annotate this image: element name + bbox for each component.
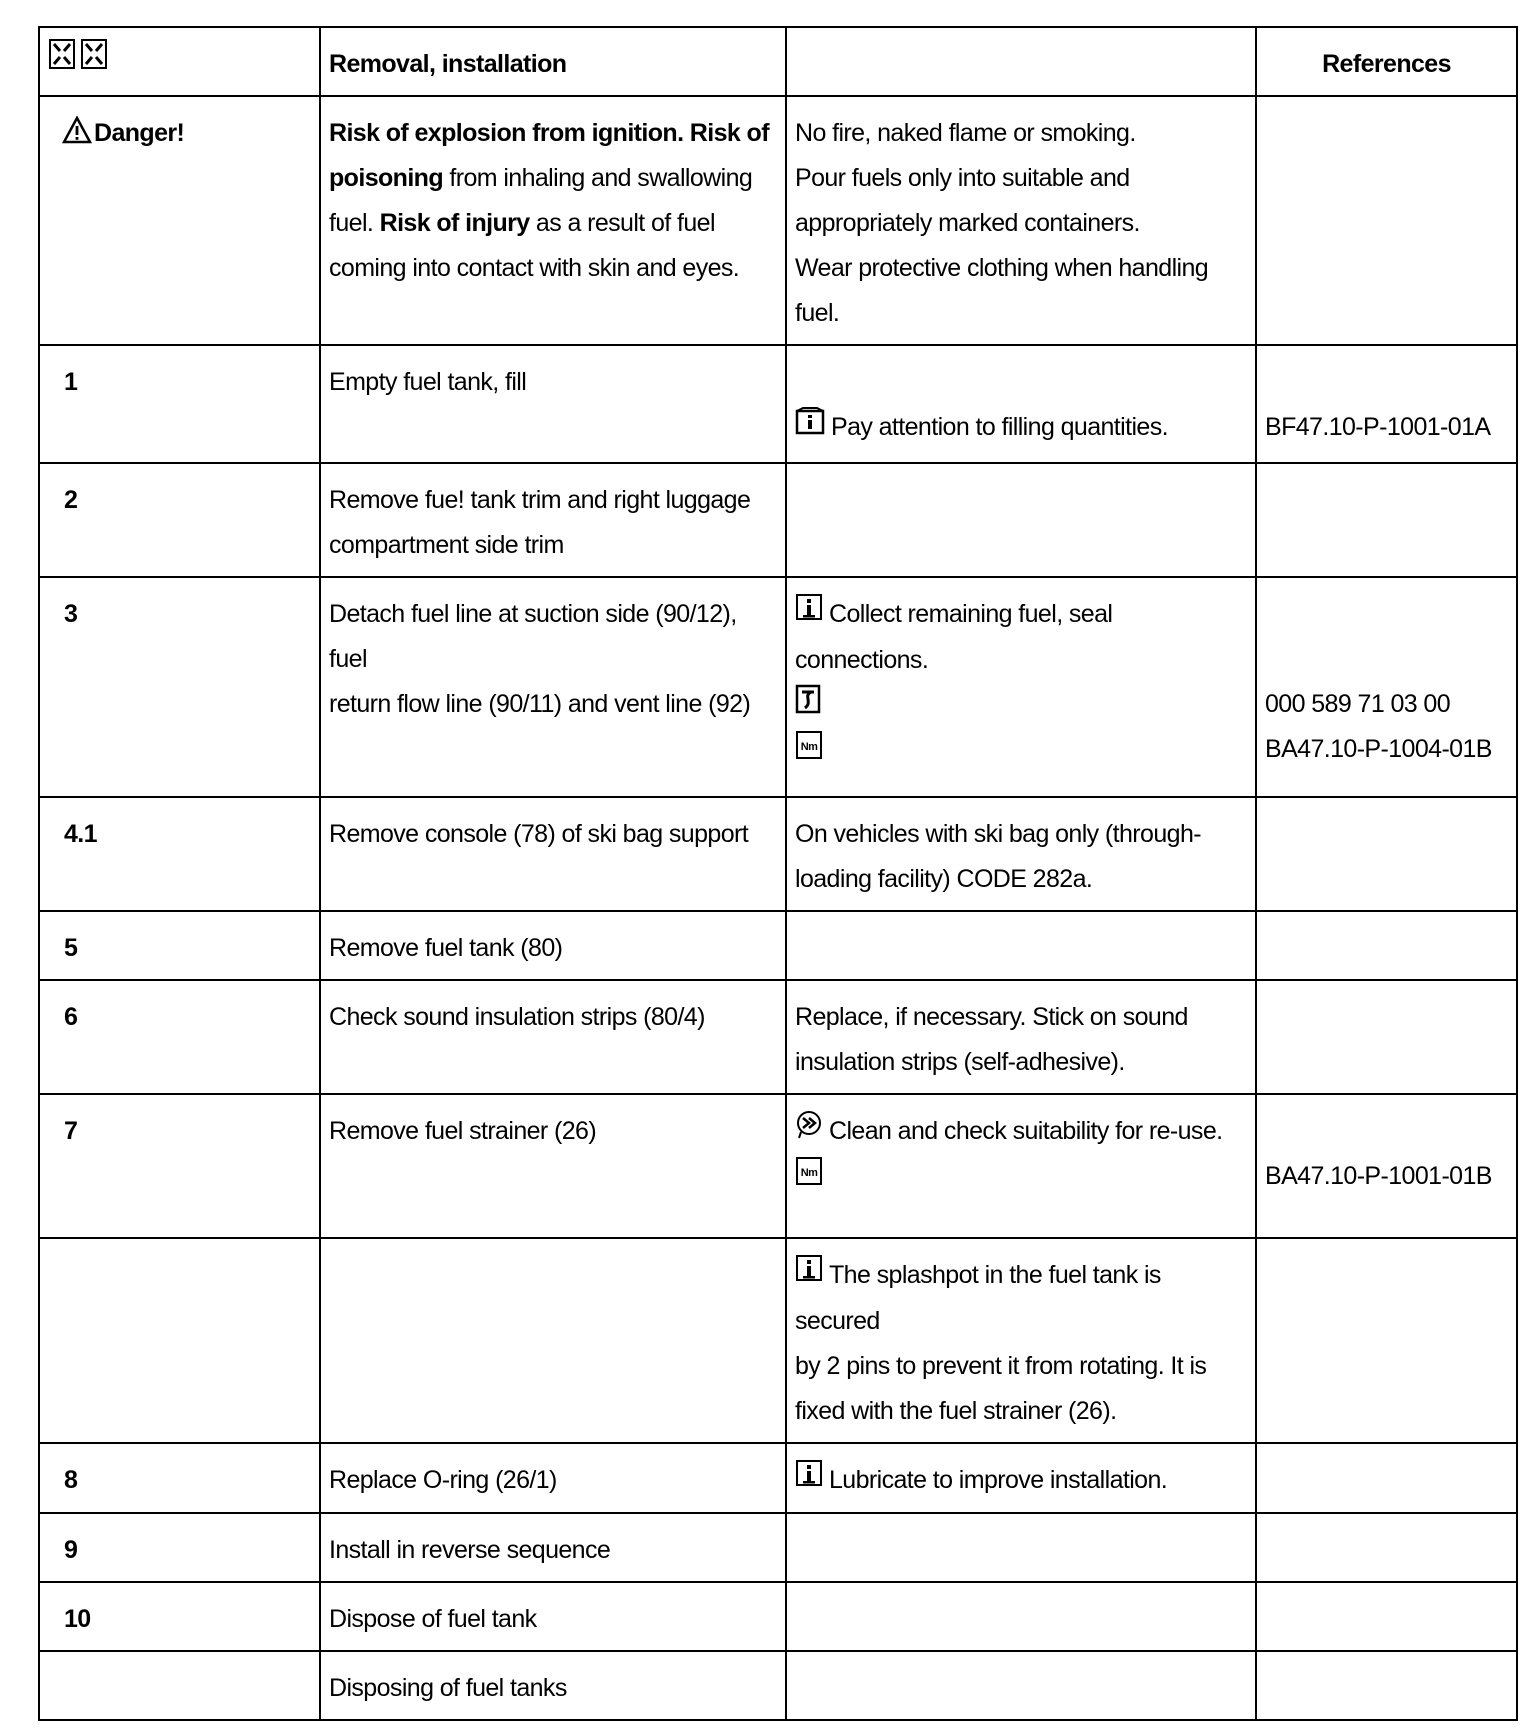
note-line xyxy=(795,683,1247,729)
note-line xyxy=(795,857,1247,902)
note-text: insulation strips (self-adhesive). xyxy=(795,1048,1125,1076)
torque-icon xyxy=(795,1156,823,1201)
step-references xyxy=(1256,1443,1517,1513)
header-title: Removal, installation xyxy=(320,27,786,96)
danger-label-cell xyxy=(39,96,320,345)
action-line: Check sound insulation strips (80/4) xyxy=(329,1003,705,1031)
step-row xyxy=(39,980,1517,1094)
removal-installation-icon xyxy=(48,38,108,72)
step-number xyxy=(39,1238,320,1443)
header-blank-cell xyxy=(786,27,1256,96)
step-number: 6 xyxy=(39,980,320,1094)
step-references xyxy=(1256,1582,1517,1651)
danger-label: Danger! xyxy=(94,119,185,147)
reference-code: BF47.10-P-1001-01A xyxy=(1265,413,1491,441)
step-row xyxy=(39,463,1517,577)
action-line: Empty fuel tank, fill xyxy=(329,368,527,396)
info-icon xyxy=(795,593,823,638)
action-line: compartment side trim xyxy=(329,531,564,559)
reference-code xyxy=(1265,1109,1508,1154)
action-line: Remove fuel tank (80) xyxy=(329,934,563,962)
step-notes xyxy=(786,911,1256,980)
step-action xyxy=(320,980,786,1094)
reference-code xyxy=(1265,637,1508,682)
step-notes xyxy=(786,463,1256,577)
note-line xyxy=(795,360,1247,405)
header-icon-cell xyxy=(39,27,320,96)
note-text: fixed with the fuel strainer (26). xyxy=(795,1396,1117,1425)
measure-line: No fire, naked flame or smoking. xyxy=(795,119,1136,147)
step-number: 8 xyxy=(39,1443,320,1513)
step-notes xyxy=(786,1094,1256,1238)
step-number: 5 xyxy=(39,911,320,980)
step-number: 2 xyxy=(39,463,320,577)
note-line xyxy=(795,1109,1247,1155)
step-action xyxy=(320,1094,786,1238)
note-line xyxy=(795,592,1247,638)
info-icon xyxy=(795,1459,823,1504)
reference-code xyxy=(1265,592,1508,637)
step-row xyxy=(39,797,1517,911)
step-notes xyxy=(786,797,1256,911)
tool-icon xyxy=(795,684,821,729)
note-text: The splashpot in the fuel tank is secured xyxy=(795,1261,1161,1335)
note-line xyxy=(795,1040,1247,1085)
step-notes xyxy=(786,345,1256,463)
note-line xyxy=(795,1155,1247,1201)
warning-triangle-icon xyxy=(62,116,92,144)
action-line: Disposing of fuel tanks xyxy=(329,1673,567,1702)
action-line: Install in reverse sequence xyxy=(329,1535,611,1564)
reference-code: 000 589 71 03 00 xyxy=(1265,690,1451,718)
step-row xyxy=(39,577,1517,797)
step-action xyxy=(320,463,786,577)
measure-line: appropriately marked containers. xyxy=(795,209,1140,237)
step-references xyxy=(1256,911,1517,980)
step-notes xyxy=(786,1582,1256,1651)
note-line xyxy=(795,812,1247,857)
step-notes xyxy=(786,1238,1256,1443)
risk-line: coming into contact with skin and eyes. xyxy=(329,254,740,282)
step-row xyxy=(39,345,1517,463)
danger-ref-cell xyxy=(1256,96,1517,345)
note-text: On vehicles with ski bag only (through- xyxy=(795,820,1201,848)
step-references xyxy=(1256,1094,1517,1238)
step-number: 10 xyxy=(39,1582,320,1651)
step-references xyxy=(1256,1238,1517,1443)
step-references xyxy=(1256,797,1517,911)
danger-measures-cell xyxy=(786,96,1256,345)
step-action xyxy=(320,1238,786,1443)
reference-code: BA47.10-P-1004-01B xyxy=(1265,735,1492,763)
step-action xyxy=(320,1582,786,1651)
note-text: Clean and check suitability for re-use. xyxy=(829,1117,1223,1145)
step-notes xyxy=(786,980,1256,1094)
step-references xyxy=(1256,980,1517,1094)
note-text: Lubricate to improve installation. xyxy=(829,1465,1168,1494)
danger-risk-cell xyxy=(320,96,786,345)
step-references xyxy=(1256,1651,1517,1720)
step-row xyxy=(39,1513,1517,1582)
torque-icon xyxy=(795,730,823,775)
step-notes xyxy=(786,1443,1256,1513)
step-number: 1 xyxy=(39,345,320,463)
step-number: 9 xyxy=(39,1513,320,1582)
step-action xyxy=(320,1513,786,1582)
measure-line: fuel. xyxy=(795,299,840,327)
step-references xyxy=(1256,345,1517,463)
note-line xyxy=(795,729,1247,775)
action-line: Remove fue! tank trim and right luggage xyxy=(329,486,751,514)
note-line xyxy=(795,995,1247,1040)
step-notes xyxy=(786,1651,1256,1720)
svg-text:Nm: Nm xyxy=(800,1166,818,1179)
step-action xyxy=(320,577,786,797)
procedure-table xyxy=(38,26,1518,1721)
note-line xyxy=(795,405,1247,451)
note-line xyxy=(795,1389,1247,1434)
book-icon xyxy=(795,406,825,451)
step-row xyxy=(39,1094,1517,1238)
step-references xyxy=(1256,577,1517,797)
step-number xyxy=(39,1651,320,1720)
note-text: connections. xyxy=(795,645,929,674)
step-notes xyxy=(786,1513,1256,1582)
action-line: return flow line (90/11) and vent line (92) xyxy=(329,690,751,718)
step-number: 3 xyxy=(39,577,320,797)
svg-text:Nm: Nm xyxy=(800,740,818,753)
step-row xyxy=(39,1651,1517,1720)
action-line: Detach fuel line at suction side (90/12), fuel xyxy=(329,600,737,673)
note-line xyxy=(795,1458,1247,1504)
note-text: loading facility) CODE 282a. xyxy=(795,865,1093,893)
step-references xyxy=(1256,463,1517,577)
measure-line: Pour fuels only into suitable and xyxy=(795,164,1130,192)
risk-line: fuel. Risk of injury as a result of fuel xyxy=(329,209,715,237)
step-action xyxy=(320,797,786,911)
danger-row xyxy=(39,96,1517,345)
step-row xyxy=(39,1582,1517,1651)
step-row xyxy=(39,1443,1517,1513)
action-line: Remove fuel strainer (26) xyxy=(329,1117,597,1145)
action-line: Replace O-ring (26/1) xyxy=(329,1465,557,1494)
step-number: 4.1 xyxy=(39,797,320,911)
step-action xyxy=(320,1443,786,1513)
check-icon xyxy=(795,1110,823,1155)
step-references xyxy=(1256,1513,1517,1582)
step-number: 7 xyxy=(39,1094,320,1238)
step-action xyxy=(320,911,786,980)
risk-line: poisoning from inhaling and swallowing xyxy=(329,164,753,192)
step-row xyxy=(39,911,1517,980)
note-line xyxy=(795,638,1247,683)
step-notes xyxy=(786,577,1256,797)
note-text: by 2 pins to prevent it from rotating. It is xyxy=(795,1351,1207,1380)
reference-code xyxy=(1265,360,1508,405)
info-icon xyxy=(795,1254,823,1299)
steps-body xyxy=(39,345,1517,1720)
note-line xyxy=(795,1253,1247,1344)
action-line: Remove console (78) of ski bag support xyxy=(329,820,749,848)
note-line xyxy=(795,1344,1247,1389)
reference-code: BA47.10-P-1001-01B xyxy=(1265,1162,1492,1190)
step-action xyxy=(320,345,786,463)
note-text: Replace, if necessary. Stick on sound xyxy=(795,1003,1188,1031)
header-references: References xyxy=(1256,27,1517,96)
step-action xyxy=(320,1651,786,1720)
note-text: Collect remaining fuel, seal xyxy=(829,600,1113,628)
action-line: Dispose of fuel tank xyxy=(329,1604,537,1633)
step-row xyxy=(39,1238,1517,1443)
risk-line: Risk of explosion from ignition. Risk of xyxy=(329,119,769,147)
measure-line: Wear protective clothing when handling xyxy=(795,254,1209,282)
note-text: Pay attention to filling quantities. xyxy=(831,413,1168,441)
header-row xyxy=(39,27,1517,96)
